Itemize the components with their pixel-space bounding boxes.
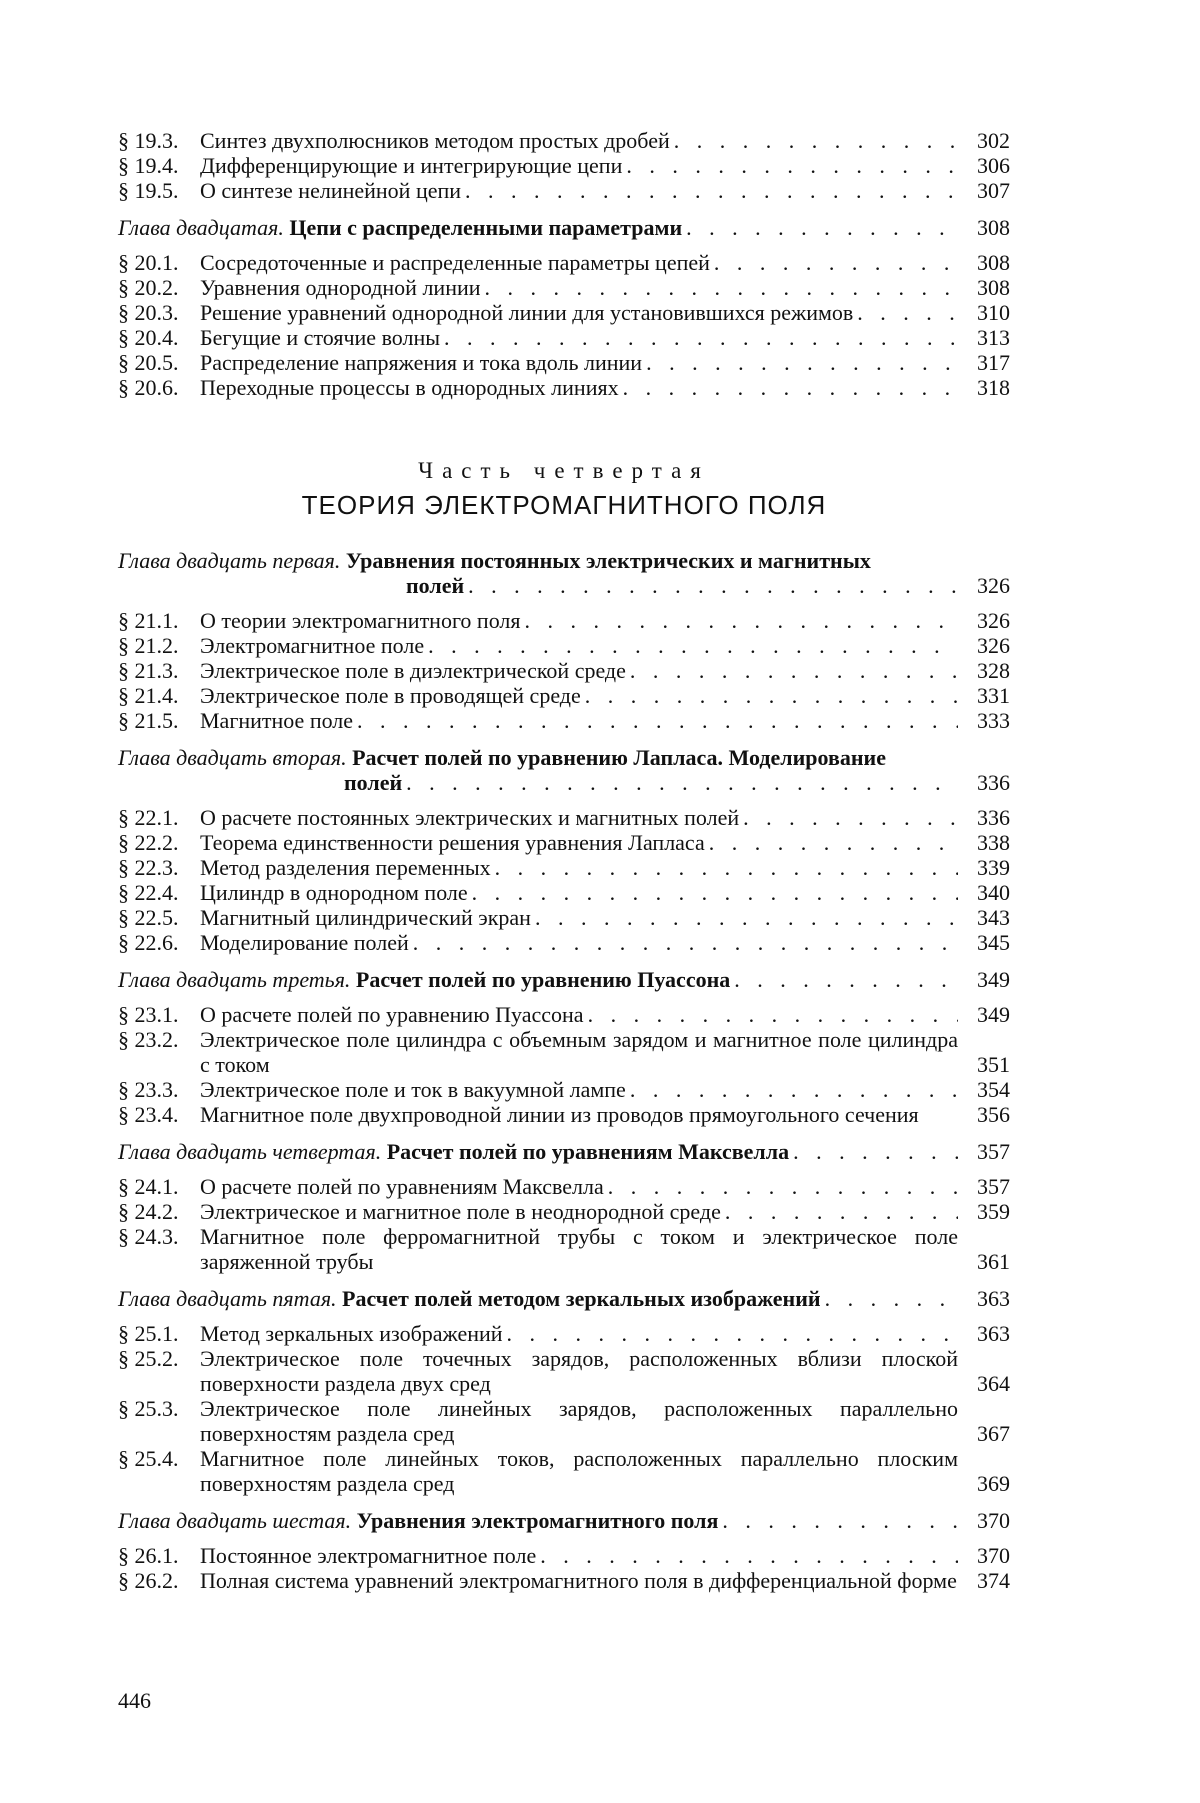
toc-entry [118, 1077, 1010, 1102]
toc-entry [118, 608, 1010, 633]
section-title: О расчете полей по уравнению Пуассона [200, 1002, 584, 1027]
leader-dots [424, 633, 958, 658]
section-number: § 23.4. [118, 1102, 179, 1127]
section-title: Магнитное поле [200, 708, 354, 733]
section-title: Постоянное электромагнитное поле [200, 1543, 537, 1568]
page-ref: 338 [977, 830, 1010, 855]
section-title: Переходные процессы в однородных линиях [200, 375, 619, 400]
section-title: Бегущие и стоячие волны [200, 325, 441, 350]
leader-dots [789, 1139, 958, 1164]
section-title: Электрическое поле цилиндра с объемным зарядом и магнитное поле цилиндра с током [200, 1027, 958, 1077]
page-ref: 364 [977, 1371, 1010, 1396]
toc-main-block [118, 548, 1010, 1593]
page-ref: 326 [977, 608, 1010, 633]
section-number: § 26.2. [118, 1568, 179, 1593]
toc-entry [118, 1543, 1010, 1568]
part-label: Часть четвертая [418, 458, 710, 483]
chapter-heading [118, 1139, 1010, 1164]
section-number: § 24.3. [118, 1224, 179, 1249]
toc-entry [118, 178, 1010, 203]
section-number: § 19.3. [118, 128, 179, 153]
toc-entry [118, 275, 1010, 300]
page-ref: 336 [977, 805, 1010, 830]
section-number: § 26.1. [118, 1543, 179, 1568]
section-title: Полная система уравнений электромагнитного поля в дифференциальной форме [200, 1568, 957, 1593]
toc-entry [118, 1199, 1010, 1224]
section-title: Электромагнитное поле [200, 633, 425, 658]
section-title: Электрическое поле точечных зарядов, расположенных вблизи плоской поверхности раздела двух сред [200, 1346, 958, 1396]
leader-dots [409, 930, 958, 955]
leader-dots [521, 608, 958, 633]
leader-dots [721, 1199, 958, 1224]
section-number: § 24.2. [118, 1199, 179, 1224]
toc-entry [118, 1002, 1010, 1027]
section-number: § 24.1. [118, 1174, 179, 1199]
leader-dots [461, 178, 958, 203]
page-ref: 306 [977, 153, 1010, 178]
section-number: § 22.1. [118, 805, 179, 830]
section-number: § 23.1. [118, 1002, 179, 1027]
leader-dots [440, 325, 958, 350]
page-number: 446 [118, 1688, 151, 1713]
chapter-title: Расчет полей по уравнению Пуассона [355, 967, 731, 992]
section-number: § 20.5. [118, 350, 179, 375]
page-ref: 354 [977, 1077, 1010, 1102]
leader-dots [619, 375, 958, 400]
page-ref: 363 [977, 1321, 1010, 1346]
toc-entry [118, 905, 1010, 930]
toc-entry [118, 1396, 1010, 1446]
leader-dots [622, 153, 958, 178]
leader-dots [821, 1286, 958, 1311]
section-number: § 19.5. [118, 178, 179, 203]
toc-entry [118, 128, 1010, 153]
section-number: § 23.3. [118, 1077, 179, 1102]
section-number: § 20.3. [118, 300, 179, 325]
section-title: Электрическое поле в диэлектрической среде [200, 658, 626, 683]
section-title: Электрическое поле и ток в вакуумной лампе [200, 1077, 626, 1102]
leader-dots [584, 1002, 958, 1027]
section-title: Метод разделения переменных [200, 855, 491, 880]
section-title: Магнитное поле линейных токов, расположенных параллельно плоским поверхностям раздела сред [200, 1446, 958, 1496]
leader-dots [710, 250, 958, 275]
page-ref: 307 [977, 178, 1010, 203]
section-number: § 20.2. [118, 275, 179, 300]
toc-entry [118, 153, 1010, 178]
page-ref: 356 [977, 1102, 1010, 1127]
page-ref: 359 [977, 1199, 1010, 1224]
section-title: О синтезе нелинейной цепи [200, 178, 462, 203]
leader-dots [464, 573, 958, 598]
page-ref: 345 [977, 930, 1010, 955]
toc-entry [118, 325, 1010, 350]
section-number: § 21.5. [118, 708, 179, 733]
leader-dots [491, 855, 958, 880]
page-ref: 328 [977, 658, 1010, 683]
section-number: § 20.4. [118, 325, 179, 350]
page-ref: 369 [977, 1471, 1010, 1496]
page-ref: 331 [977, 683, 1010, 708]
leader-dots [481, 275, 958, 300]
toc-entry [118, 708, 1010, 733]
section-number: § 25.3. [118, 1396, 179, 1421]
leader-dots [739, 805, 958, 830]
toc-entry [118, 250, 1010, 275]
leader-dots [705, 830, 958, 855]
leader-dots [503, 1321, 958, 1346]
toc-entry [118, 683, 1010, 708]
toc-entry [118, 1174, 1010, 1199]
chapter-title-cont: полей [406, 573, 465, 598]
chapter-heading [118, 745, 1010, 795]
leader-dots [581, 683, 958, 708]
section-title: Электрическое поле в проводящей среде [200, 683, 581, 708]
section-title: Электрическое и магнитное поле в неоднородной среде [200, 1199, 721, 1224]
toc-entry [118, 930, 1010, 955]
section-number: § 23.2. [118, 1027, 179, 1052]
toc-entry [118, 1446, 1010, 1496]
section-title: О расчете полей по уравнениям Максвелла [200, 1174, 604, 1199]
page-ref: 336 [977, 770, 1010, 795]
section-title: Распределение напряжения и тока вдоль линии [200, 350, 643, 375]
toc-entry [118, 1102, 1010, 1127]
section-number: § 22.3. [118, 855, 179, 880]
leader-dots [353, 708, 958, 733]
toc-entry [118, 1027, 1010, 1077]
toc-entry [118, 658, 1010, 683]
chapter-title: Цепи с распределенными параметрами [289, 215, 683, 240]
chapter-heading [118, 967, 1010, 992]
leader-dots [536, 1543, 958, 1568]
page-ref: 326 [977, 573, 1010, 598]
leader-dots [468, 880, 958, 905]
section-number: § 20.1. [118, 250, 179, 275]
leader-dots [402, 770, 958, 795]
section-number: § 22.2. [118, 830, 179, 855]
page-ref: 333 [977, 708, 1010, 733]
chapter-title: Расчет полей методом зеркальных изображений [342, 1286, 821, 1311]
leader-dots [670, 128, 958, 153]
leader-dots [604, 1174, 958, 1199]
chapter-title: Расчет полей по уравнениям Максвелла [386, 1139, 790, 1164]
part-title: ТЕОРИЯ ЭЛЕКТРОМАГНИТНОГО ПОЛЯ [301, 490, 827, 520]
page-ref: 374 [977, 1568, 1010, 1593]
chapter-prefix: Глава двадцатая. [118, 215, 284, 240]
toc-entry [118, 1568, 1010, 1593]
page-ref: 326 [977, 633, 1010, 658]
toc-entry [118, 880, 1010, 905]
leader-dots [626, 658, 958, 683]
section-title: Метод зеркальных изображений [200, 1321, 503, 1346]
chapter-title: Уравнения постоянных электрических и магнитных [345, 548, 871, 573]
toc-top-block [118, 128, 1010, 400]
chapter-title: Расчет полей по уравнению Лапласа. Моделирование [352, 745, 886, 770]
section-number: § 21.1. [118, 608, 179, 633]
page-ref: 339 [977, 855, 1010, 880]
section-title: Магнитное поле ферромагнитной трубы с током и электрическое поле заряженной трубы [200, 1224, 958, 1274]
page-ref: 361 [977, 1249, 1010, 1274]
page-ref: 302 [977, 128, 1010, 153]
chapter-heading [118, 215, 1010, 240]
leader-dots [853, 300, 958, 325]
section-title: Уравнения однородной линии [200, 275, 481, 300]
section-number: § 21.2. [118, 633, 179, 658]
chapter-prefix: Глава двадцать третья. [118, 967, 351, 992]
chapter-title-cont: полей [344, 770, 403, 795]
page-ref: 310 [977, 300, 1010, 325]
leader-dots [626, 1077, 958, 1102]
section-number: § 22.4. [118, 880, 179, 905]
page-ref: 313 [977, 325, 1010, 350]
section-title: Магнитное поле двухпроводной линии из проводов прямоугольного сечения [200, 1102, 919, 1127]
leader-dots [531, 905, 958, 930]
section-title: Моделирование полей [200, 930, 409, 955]
chapter-prefix: Глава двадцать пятая. [118, 1286, 337, 1311]
toc-entry [118, 830, 1010, 855]
section-title: Дифференцирующие и интегрирующие цепи [200, 153, 623, 178]
page-ref: 308 [977, 275, 1010, 300]
page-ref: 357 [977, 1174, 1010, 1199]
chapter-prefix: Глава двадцать первая. [118, 548, 341, 573]
section-number: § 22.6. [118, 930, 179, 955]
section-title: Теорема единственности решения уравнения Лапласа [200, 830, 705, 855]
section-number: § 25.2. [118, 1346, 179, 1371]
toc-entry [118, 633, 1010, 658]
section-title: Электрическое поле линейных зарядов, расположенных параллельно поверхностям раздела сред [200, 1396, 958, 1446]
section-number: § 22.5. [118, 905, 179, 930]
chapter-prefix: Глава двадцать шестая. [118, 1508, 352, 1533]
leader-dots [682, 215, 958, 240]
chapter-prefix: Глава двадцать вторая. [118, 745, 347, 770]
section-number: § 21.4. [118, 683, 179, 708]
page-ref: 370 [977, 1508, 1010, 1533]
chapter-title: Уравнения электромагнитного поля [356, 1508, 719, 1533]
section-title: Синтез двухполюсников методом простых дробей [200, 128, 670, 153]
section-title: О расчете постоянных электрических и магнитных полей [200, 805, 740, 830]
page-ref: 317 [977, 350, 1010, 375]
page-ref: 370 [977, 1543, 1010, 1568]
page-ref: 308 [977, 250, 1010, 275]
toc-entry [118, 1321, 1010, 1346]
toc-entry [118, 350, 1010, 375]
page-ref: 349 [977, 1002, 1010, 1027]
section-title: Решение уравнений однородной линии для установившихся режимов [200, 300, 854, 325]
toc-entry [118, 805, 1010, 830]
section-title: О теории электромагнитного поля [200, 608, 521, 633]
page-ref: 340 [977, 880, 1010, 905]
section-number: § 25.1. [118, 1321, 179, 1346]
chapter-heading [118, 548, 1010, 598]
toc-entry [118, 375, 1010, 400]
page-ref: 308 [977, 215, 1010, 240]
page-ref: 363 [977, 1286, 1010, 1311]
toc-entry [118, 300, 1010, 325]
toc-entry [118, 855, 1010, 880]
page-ref: 357 [977, 1139, 1010, 1164]
page-ref: 318 [977, 375, 1010, 400]
chapter-prefix: Глава двадцать четвертая. [118, 1139, 382, 1164]
leader-dots [642, 350, 958, 375]
page-ref: 349 [977, 967, 1010, 992]
section-number: § 20.6. [118, 375, 179, 400]
page-ref: 343 [977, 905, 1010, 930]
page-ref: 351 [977, 1052, 1010, 1077]
chapter-heading [118, 1286, 1010, 1311]
leader-dots [718, 1508, 958, 1533]
section-title: Сосредоточенные и распределенные параметры цепей [200, 250, 710, 275]
toc-entry [118, 1346, 1010, 1396]
leader-dots [730, 967, 958, 992]
chapter-heading [118, 1508, 1010, 1533]
section-title: Магнитный цилиндрический экран [200, 905, 531, 930]
toc-entry [118, 1224, 1010, 1274]
section-title: Цилиндр в однородном поле [200, 880, 468, 905]
section-number: § 19.4. [118, 153, 179, 178]
section-number: § 25.4. [118, 1446, 179, 1471]
section-number: § 21.3. [118, 658, 179, 683]
page-ref: 367 [977, 1421, 1010, 1446]
